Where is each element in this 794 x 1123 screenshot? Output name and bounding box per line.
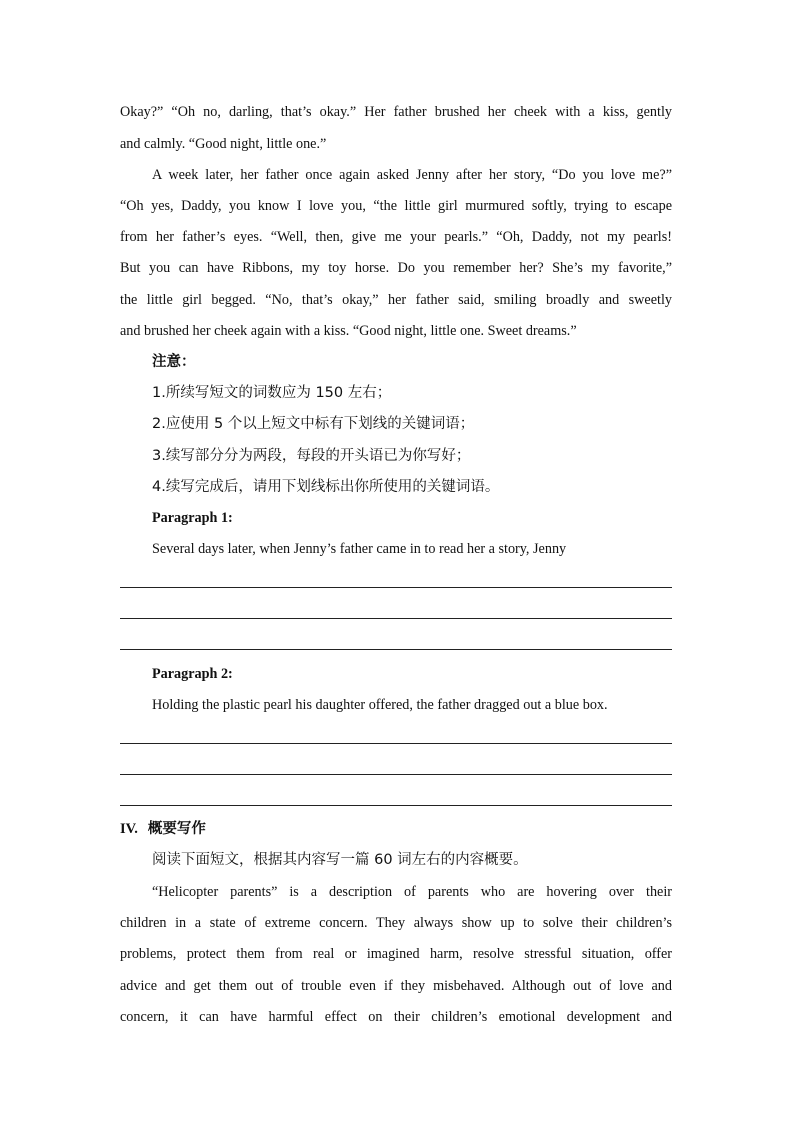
story-line-2: and calmly. “Good night, little one.” — [120, 136, 327, 152]
paragraph2-start: Holding the plastic pearl his daughter offered, the father dragged out a blue box. — [152, 697, 608, 713]
answer-line — [120, 587, 672, 588]
answer-line — [120, 743, 672, 744]
section4-heading — [120, 819, 206, 839]
section4-number: IV. — [120, 821, 138, 837]
passage-line-3: problems, protect them from real or imagined harm, resolve stressful situation, offer — [120, 946, 672, 962]
note-item-2: 2.应使用 5 个以上短文中标有下划线的关键词语； — [152, 416, 475, 432]
passage-line-1: “Helicopter parents” is a description of parents who are hovering over their — [152, 884, 672, 900]
note-item-1: 1.所续写短文的词数应为 150 左右； — [152, 385, 392, 401]
story-line-6: But you can have Ribbons, my toy horse. Do you remember her? She’s my favorite,” — [120, 260, 672, 276]
paragraph1-label: Paragraph 1: — [152, 510, 233, 526]
answer-line — [120, 618, 672, 619]
paragraph2-label: Paragraph 2: — [152, 666, 233, 682]
section4-instruction: 阅读下面短文，根据其内容写一篇 60 词左右的内容概要。 — [152, 852, 528, 868]
answer-line — [120, 805, 672, 806]
story-line-1: Okay?” “Oh no, darling, that’s okay.” Her father brushed her cheek with a kiss, gently — [120, 104, 672, 120]
paragraph1-start: Several days later, when Jenny’s father came in to read her a story, Jenny — [152, 541, 567, 557]
story-line-5: from her father’s eyes. “Well, then, give me your pearls.” “Oh, Daddy, not my pearls! — [120, 229, 672, 245]
story-line-4: “Oh yes, Daddy, you know I love you, “the little girl murmured softly, trying to escape — [120, 198, 672, 214]
section4-title: 概要写作 — [147, 821, 206, 837]
story-line-8: and brushed her cheek again with a kiss. “Good night, little one. Sweet dreams.” — [120, 323, 577, 339]
note-item-4: 4.续写完成后，请用下划线标出你所使用的关键词语。 — [152, 479, 500, 495]
passage-line-4: advice and get them out of trouble even if they misbehaved. Although out of love and — [120, 978, 672, 994]
passage-line-2: children in a state of extreme concern. They always show up to solve their children’s — [120, 915, 672, 931]
notes-title: 注意： — [152, 354, 196, 370]
passage-line-5: concern, it can have harmful effect on their children’s emotional development and — [120, 1009, 672, 1025]
note-item-3: 3.续写部分分为两段，每段的开头语已为你写好； — [152, 448, 471, 464]
story-line-3: A week later, her father once again asked Jenny after her story, “Do you love me?” — [152, 167, 672, 183]
story-line-7: the little girl begged. “No, that’s okay,” her father said, smiling broadly and sweetly — [120, 292, 672, 308]
answer-line — [120, 774, 672, 775]
answer-line — [120, 649, 672, 650]
